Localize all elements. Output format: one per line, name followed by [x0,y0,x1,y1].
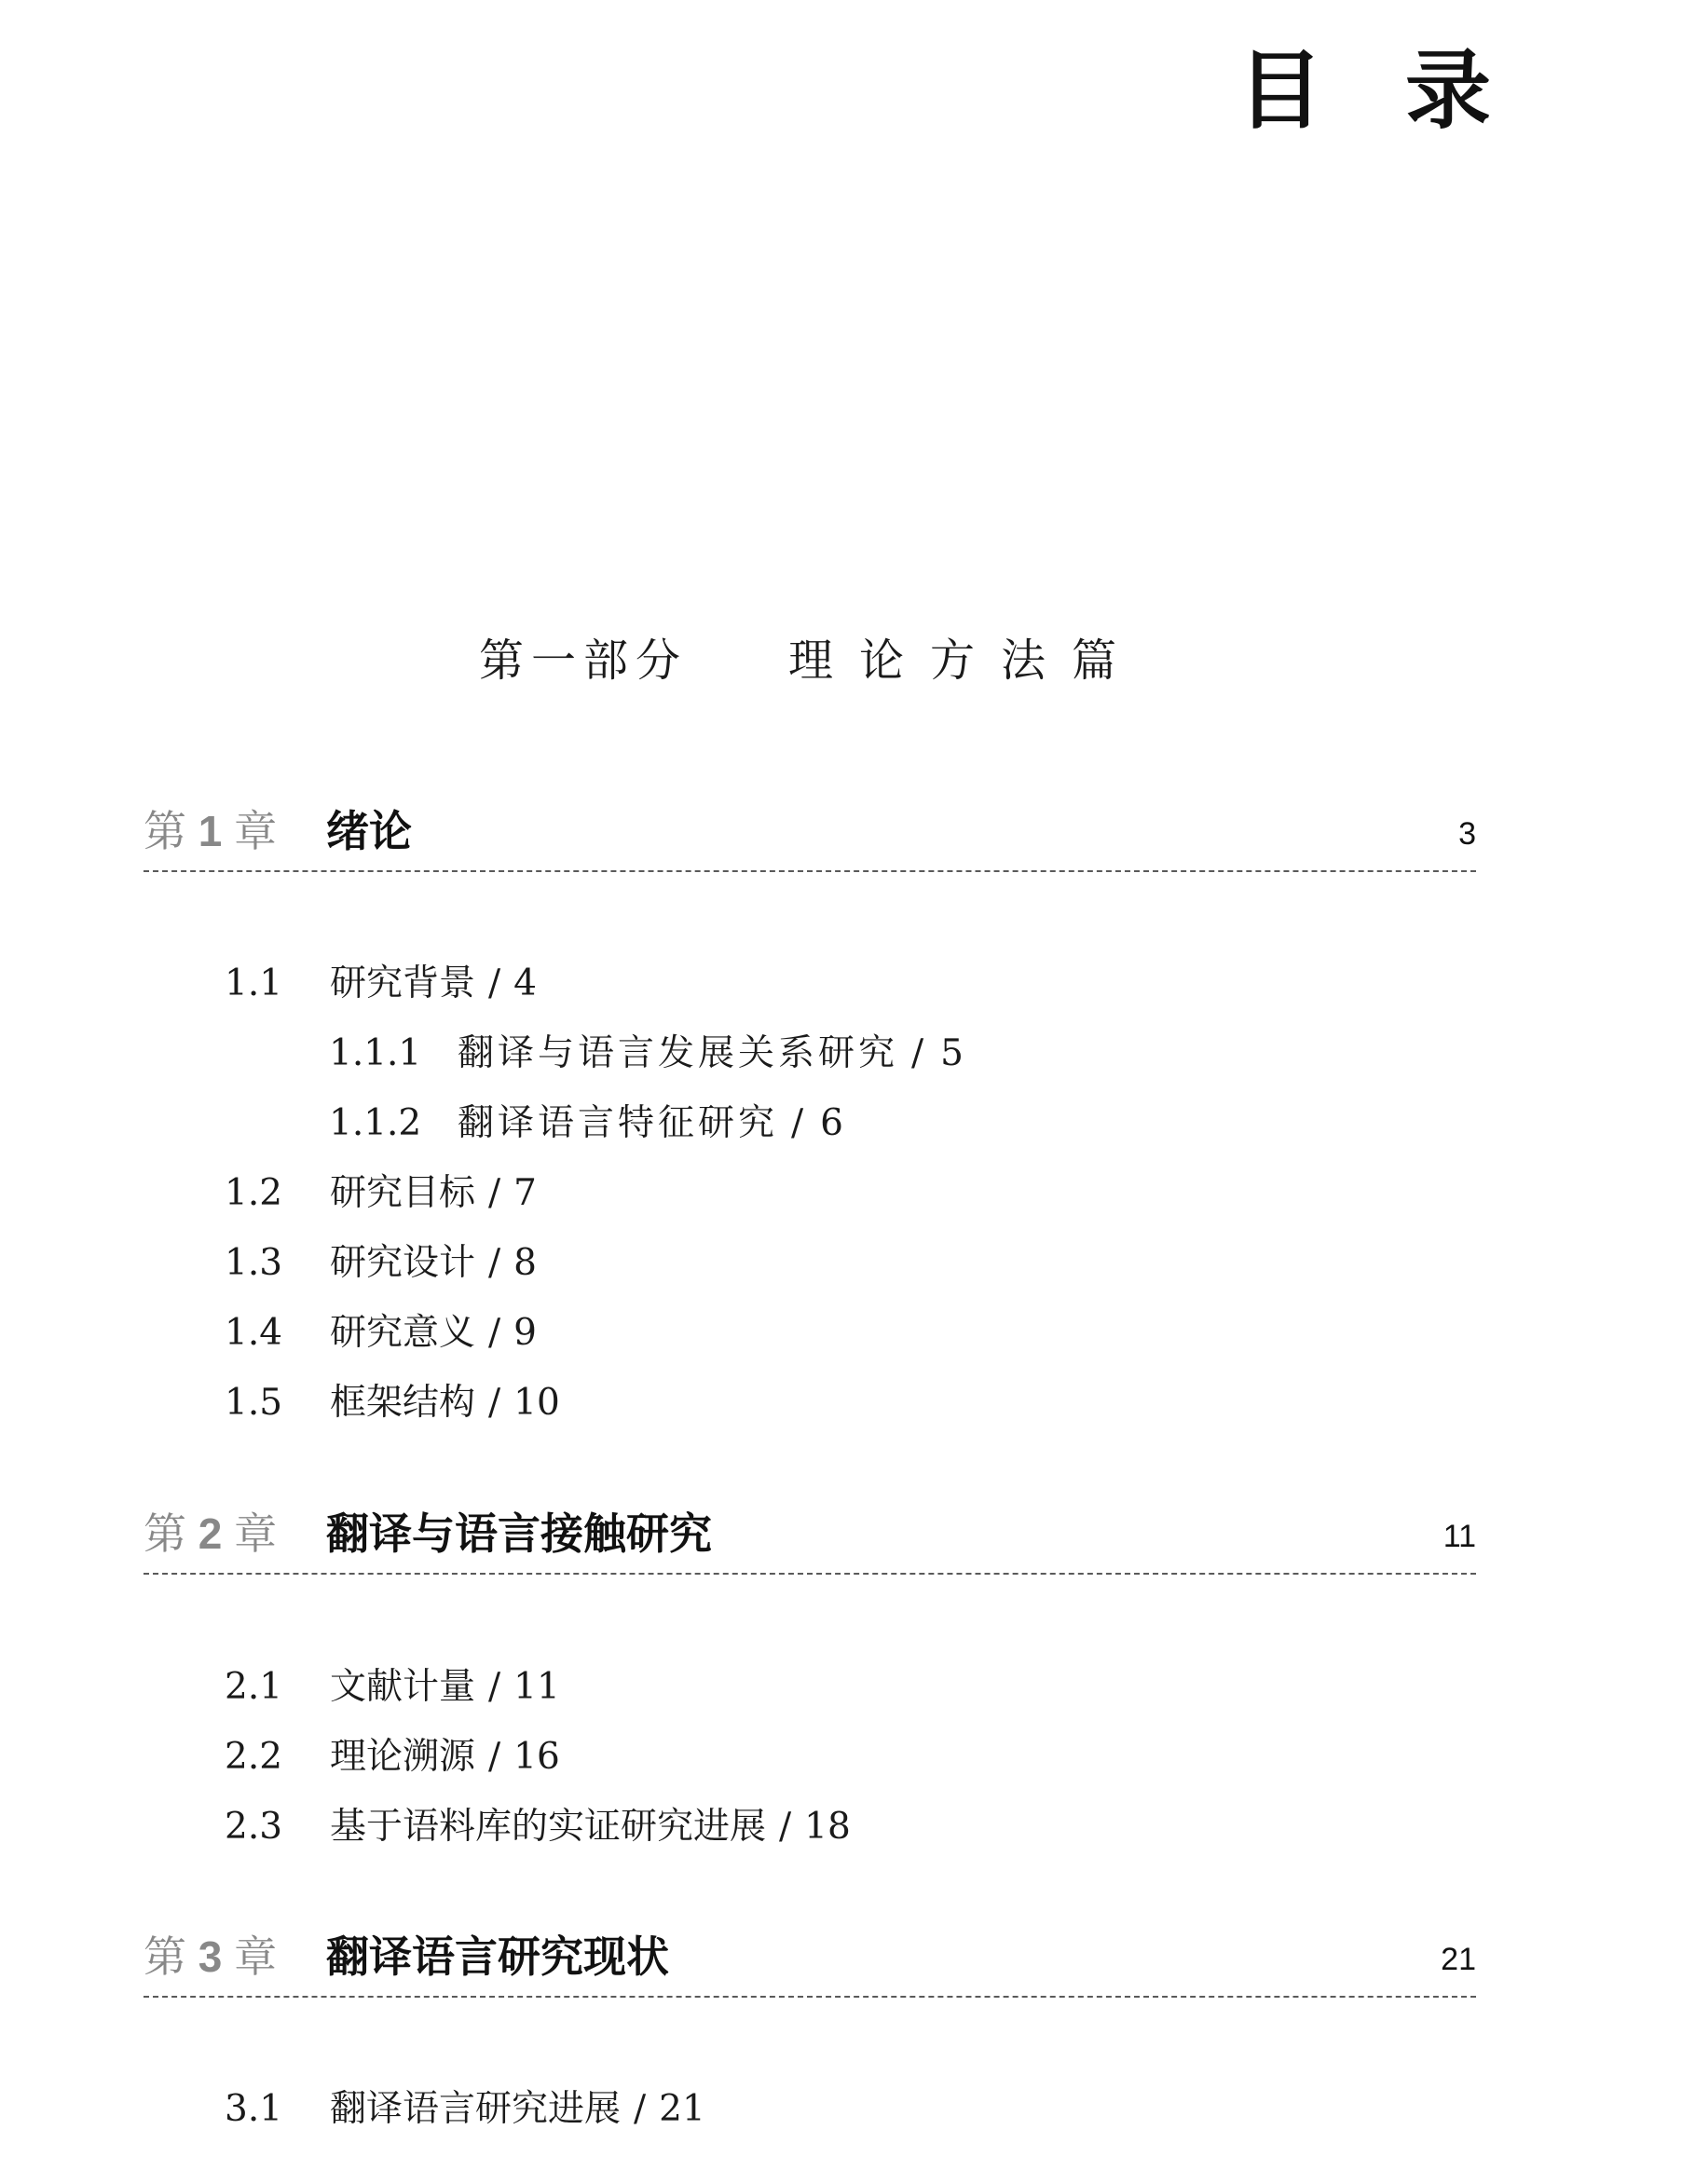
section-page-number: 18 [804,1806,851,1848]
section-title: 研究设计 / 8 [330,1242,537,1284]
section-page-number: 9 [513,1312,537,1354]
chapter-label: 第 3 章 [144,1932,278,1981]
chapter-title: 翻译语言研究现状 [326,1931,669,1982]
section-title: 基于语料库的实证研究进展 / 18 [330,1806,851,1848]
page-title [1238,35,1517,147]
section-title: 研究意义 / 9 [330,1312,537,1354]
chapter-page-number: 21 [1441,1942,1476,1977]
section-title: 框架结构 / 10 [330,1382,560,1424]
chapter-label: 第 1 章 [144,807,278,855]
section-number: 1.5 [225,1382,283,1424]
chapter-page-number: 11 [1443,1519,1476,1554]
section-page-number: 10 [513,1382,560,1424]
part-number: 第一部分 [479,635,689,687]
chapter-page-number: 3 [1458,816,1476,852]
section-page-number: 11 [513,1666,560,1708]
section-number: 2.3 [225,1806,283,1848]
section-page-number: 8 [513,1242,537,1284]
section-title: 研究目标 / 7 [330,1172,537,1214]
section-title: 翻译语言特征研究 / 6 [458,1102,847,1144]
section-number: 1.1 [225,962,283,1004]
section-page-number: 21 [659,2088,705,2130]
section-page-number: 16 [513,1736,560,1778]
chapter-2-heading[interactable] [144,1506,1476,1575]
section-page-number: 4 [513,962,537,1004]
section-page-number: 6 [820,1102,847,1144]
section-number: 1.4 [225,1312,283,1354]
part-heading [0,630,1682,691]
chapter-1-heading[interactable] [144,803,1476,872]
section-number: 2.2 [225,1736,283,1778]
section-number: 1.1.2 [329,1102,422,1144]
section-title: 研究背景 / 4 [330,962,537,1004]
section-title: 翻译与语言发展关系研究 / 5 [458,1032,967,1074]
page-title-char: 目 [1238,41,1324,141]
section-page-number: 5 [940,1032,967,1074]
section-number: 2.1 [225,1666,283,1708]
section-page-number: 7 [513,1172,537,1214]
page-title-char: 录 [1405,41,1492,141]
section-number: 1.3 [225,1242,283,1284]
chapter-label: 第 2 章 [144,1509,278,1558]
section-number: 1.2 [225,1172,283,1214]
chapter-title: 翻译与语言接触研究 [326,1508,712,1559]
section-title: 理论溯源 / 16 [330,1736,560,1778]
part-name: 理论方法篇 [788,635,1143,687]
section-title: 文献计量 / 11 [330,1666,560,1708]
section-title: 翻译语言研究进展 / 21 [330,2088,705,2130]
chapter-3-heading[interactable] [144,1929,1476,1998]
chapter-title: 绪论 [326,806,412,856]
section-number: 3.1 [225,2088,283,2130]
section-number: 1.1.1 [329,1032,422,1074]
